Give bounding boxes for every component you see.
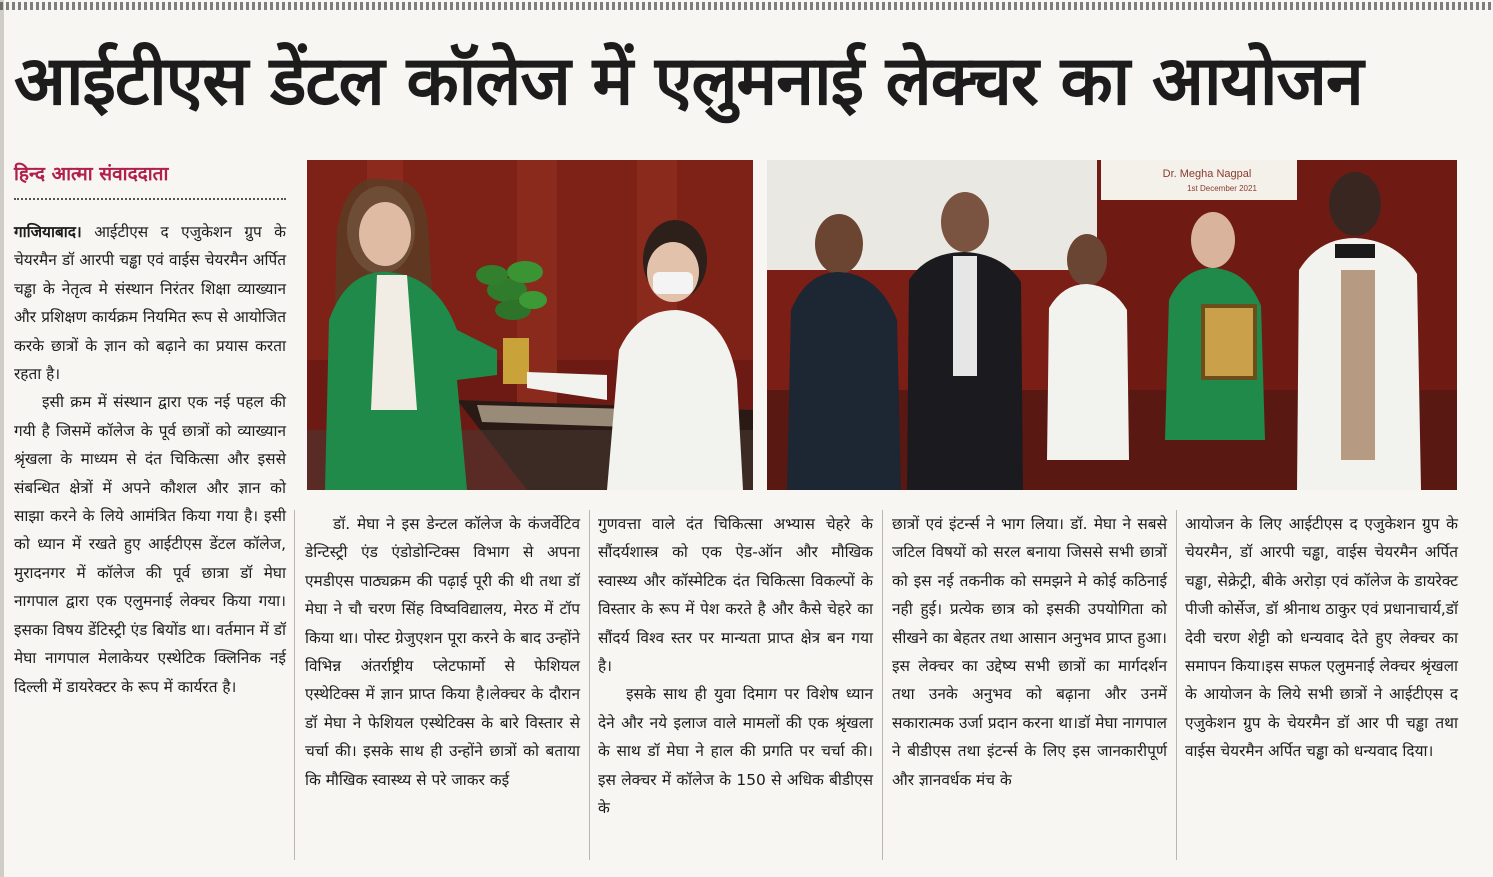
byline: हिन्द आत्मा संवाददाता bbox=[14, 163, 169, 185]
article-column-5 bbox=[1185, 510, 1458, 766]
top-rule bbox=[0, 2, 1493, 10]
column-divider bbox=[589, 510, 590, 860]
banner-date: 1st December 2021 bbox=[1187, 184, 1257, 193]
photo-plant-presentation bbox=[307, 160, 753, 490]
banner-name: Dr. Megha Nagpal bbox=[1162, 168, 1252, 180]
column-divider bbox=[882, 510, 883, 860]
column-divider bbox=[1176, 510, 1177, 860]
byline-rule bbox=[14, 198, 286, 200]
paragraph: छात्रों एवं इंटर्न्स ने भाग लिया। डॉ. मेघा ने सबसे जटिल विषयों को सरल बनाया जिससे सभी छात्रों को इस नई तकनीक को समझने मे कोई कठिनाई नही हुई। प्रत्येक छात्र को इसकी उपयोगिता को सीखने का बेहतर तथा आसान अनुभव प्राप्त हुआ। इस लेक्चर का उद्देष्य सभी छात्रों का मार्गदर्शन तथा उनके अनुभव को बढ़ाना और उनमें सकारात्मक उर्जा प्रदान करना था।डॉ मेघा नागपाल ने बीडीएस तथा इंटर्न्स के लिए इस जानकारीपूर्ण और ज्ञानवर्धक मंच के bbox=[892, 515, 1167, 789]
paragraph: इसी क्रम में संस्थान द्वारा एक नई पहल की गयी है जिसमें कॉलेज के पूर्व छात्रों को व्याख्यान श्रृंखला के माध्यम से दंत चिकित्सा और इससे संबन्धित क्षेत्रों में अपने कौशल और ज्ञान को साझा करने के लिये आमंत्रित किया गया है। इसी को ध्यान में रखते हुए आईटीएस डेंटल कॉलेज, मुरादनगर में कॉलेज की पूर्व छात्रा डॉ मेघा नागपाल द्वारा एक एलुमनाई लेक्चर किया गया। इसका विषय डेंटिस्ट्री एंड बियोंड था। वर्तमान में डॉ मेघा नागपाल मेलाकेयर एस्थेटिक क्लिनिक नई दिल्ली में डायरेक्टर के रूप में कार्यरत है। bbox=[14, 393, 286, 696]
dateline: गाजियाबाद। bbox=[14, 223, 82, 241]
paragraph bbox=[14, 218, 286, 388]
article-column-4 bbox=[892, 510, 1167, 794]
article-column-1 bbox=[14, 218, 286, 701]
paragraph-text: आईटीएस द एजुकेशन ग्रुप के चेयरमैन डॉ आरपी चड्ढा एवं वाईस चेयरमैन अर्पित चड्ढा के नेतृत्व मे संस्थान निरंतर शिक्षा व्याख्यान और प्रशिक्षण कार्यक्रम नियमित रूप से आयोजित करके छात्रों के ज्ञान को बढ़ाने का प्रयास करता रहता है। bbox=[14, 223, 286, 384]
article-column-2 bbox=[305, 510, 580, 794]
paragraph: डॉ. मेघा ने इस डेन्टल कॉलेज के कंजर्वेटिव डेन्टिस्ट्री एंड एंडोडोन्टिक्स विभाग से अपना एमडीएस पाठ्यक्रम की पढ़ाई पूरी की थी तथा डॉ मेघा ने चौ चरण सिंह विष्वविद्यालय, मेरठ में टॉप किया था। पोस्ट ग्रेजुएशन पूरा करने के बाद उन्होंने विभिन्न अंतर्राष्ट्रीय प्लेटफार्मो से फेशियल एस्थेटिक्स में ज्ञान प्राप्त किया है।लेक्चर के दौरान डॉ मेघा ने फेशियल एस्थेटिक्स के बारे विस्तार से चर्चा की। इसके साथ ही उन्होंने छात्रों को बताया कि मौखिक स्वास्थ्य से परे जाकर कई bbox=[305, 515, 580, 789]
page-edge bbox=[0, 0, 4, 877]
paragraph: इसके साथ ही युवा दिमाग पर विशेष ध्यान देने और नये इलाज वाले मामलों की एक श्रृंखला के साथ डॉ मेघा ने हाल की प्रगति पर चर्चा की। इस लेक्चर में कॉलेज के 150 से अधिक बीडीएस के bbox=[598, 685, 873, 818]
article-column-3 bbox=[598, 510, 873, 822]
photo-group bbox=[767, 160, 1457, 490]
paragraph: आयोजन के लिए आईटीएस द एजुकेशन ग्रुप के चेयरमैन, डॉ आरपी चड्ढा, वाईस चेयरमैन अर्पित चड्ढा, सेक्रेट्री, बीके अरोड़ा एवं कॉलेज के डायरेक्ट पीजी कोर्सेज, डॉ श्रीनाथ ठाकुर एवं प्रधानाचार्य,डॉ देवी चरण शेट्टी को धन्यवाद देते हुए लेक्चर का समापन किया।इस सफल एलुमनाई लेक्चर श्रृंखला के आयोजन के लिये सभी छात्रों ने आईटीएस द एजुकेशन ग्रुप के चेयरमैन डॉ आर पी चड्ढा तथा वाईस चेयरमैन अर्पित चड्ढा को धन्यवाद दिया। bbox=[1185, 515, 1458, 761]
headline: आईटीएस डेंटल कॉलेज में एलुमनाई लेक्चर का आयोजन bbox=[14, 42, 1363, 121]
paragraph: गुणवत्ता वाले दंत चिकित्सा अभ्यास चेहरे के सौंदर्यशास्त्र को एक ऐड-ऑन और मौखिक स्वास्थ्य और कॉस्मेटिक दंत चिकित्सा विकल्पों के विस्तार के रूप में पेश करते है और कैसे चेहरे का सौंदर्य विश्व स्तर पर मान्यता प्राप्त क्षेत्र बन गया है। bbox=[598, 515, 873, 676]
column-divider bbox=[294, 510, 295, 860]
